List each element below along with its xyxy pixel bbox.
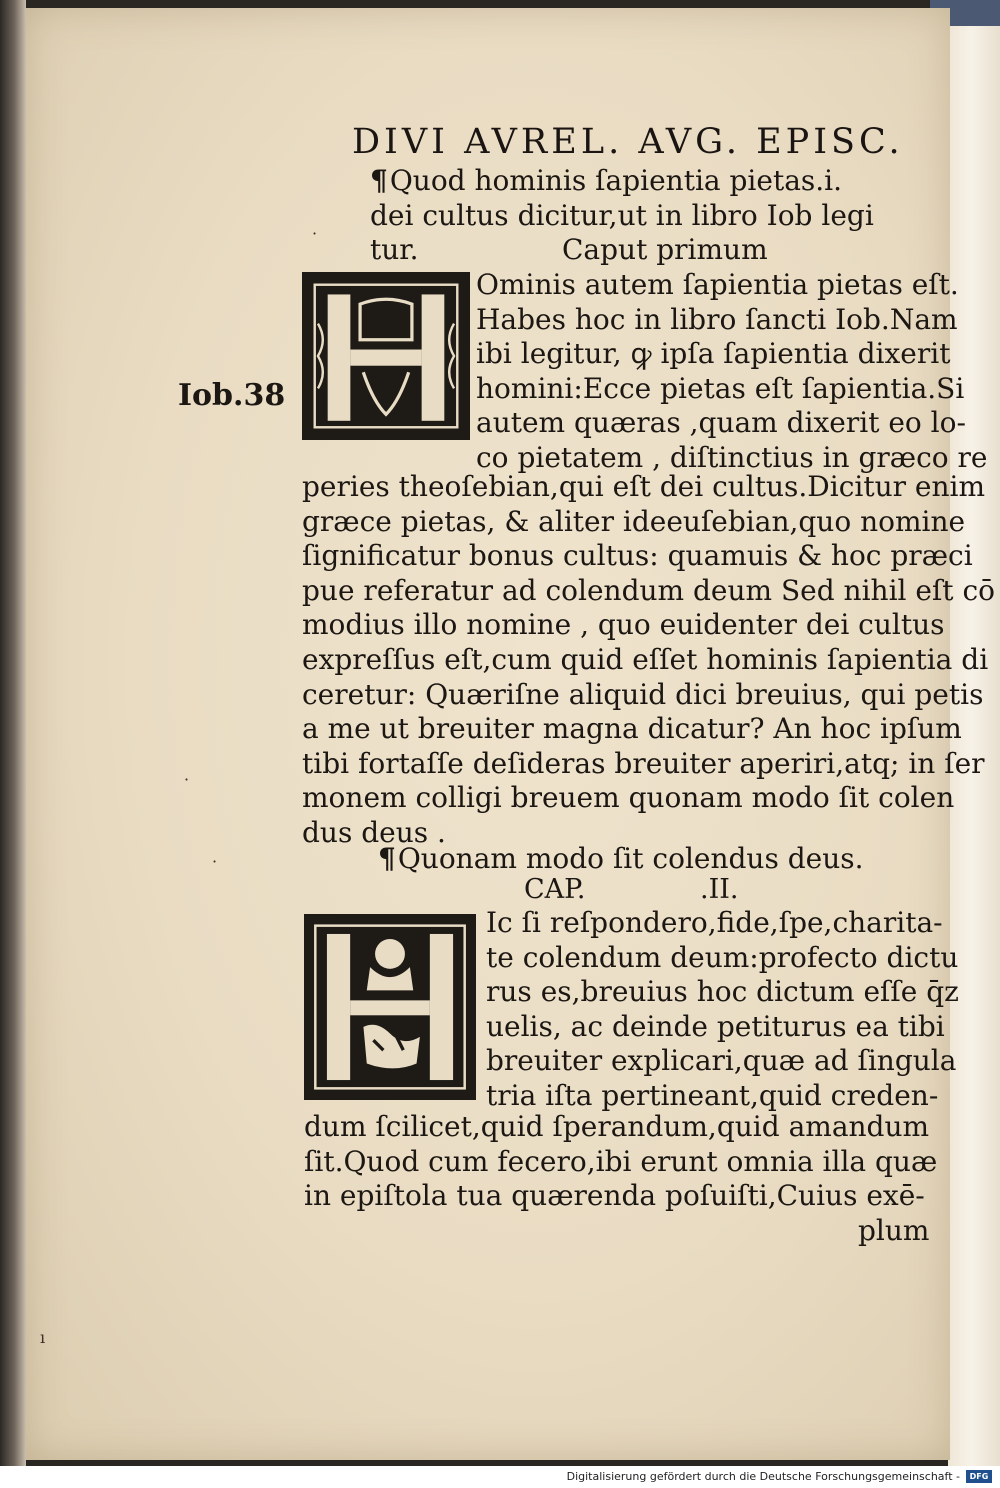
footer-credit: Digitalisierung gefördert durch die Deutsche Forschungsgemeinschaft - — [566, 1470, 960, 1483]
pilcrow-icon: ¶ — [378, 842, 396, 875]
text-line: in epiſtola tua quærenda poſuiſti,Cuius exē- — [304, 1179, 925, 1213]
chapter2-title-line: ¶Quonam modo ſit colendus deus. — [378, 842, 864, 875]
text-line: Ominis autem ſapientia pietas eſt. — [476, 268, 959, 301]
ink-mark: · — [212, 852, 218, 871]
text-line: homini:Ecce pietas eſt ſapientia.Si — [476, 371, 965, 405]
text-line: Habes hoc in libro ſancti Iob.Nam — [476, 302, 958, 336]
book-left-edge — [0, 0, 26, 1466]
ink-mark: · — [184, 770, 190, 789]
decorated-initial-h-icon — [302, 272, 470, 440]
text-line: autem quæras ,quam dixerit eo lo- — [476, 406, 966, 440]
chapter1-title-line: tur. — [370, 233, 419, 267]
marginal-note: Iob.38 — [178, 378, 286, 413]
chapter1-indented-text — [476, 268, 988, 476]
text-line: peries theoſebian,qui eſt dei cultus.Dicitur enim — [302, 470, 986, 503]
text-line: tibi fortaſſe deſideras breuiter aperiri,atq; in ſer — [302, 746, 985, 780]
text-line: expreſſus eſt,cum quid eſſet hominis ſapientia di — [302, 642, 989, 676]
text-line: dum ſcilicet,quid ſperandum,quid amandum — [304, 1110, 930, 1143]
chapter2-body-text — [304, 1110, 937, 1214]
text-line: ſit.Quod cum fecero,ibi erunt omnia illa quæ — [304, 1144, 938, 1178]
chapter2-cap-label: CAP. — [524, 874, 586, 905]
text-line: rus es,breuius hoc dictum eſſe q̄z — [486, 975, 959, 1009]
text-line: tria iſta pertineant,quid creden- — [486, 1078, 939, 1112]
text-line: ceretur: Quæriſne aliquid dici breuius, qui petis — [302, 677, 984, 711]
text-line: te colendum deum:profecto dictu — [486, 940, 959, 974]
text-line: pue referatur ad colendum deum Sed nihil eſt cō — [302, 573, 995, 607]
catchword: plum — [858, 1214, 930, 1247]
pilcrow-icon: ¶ — [370, 164, 388, 197]
running-title: DIVI AVREL. AVG. EPISC. — [352, 122, 904, 162]
ink-mark: ı — [40, 1328, 46, 1347]
chapter1-caput: Caput primum — [562, 233, 768, 266]
text-line: monem colligi breuem quonam modo ſit colen — [302, 781, 955, 815]
text-line: a me ut breuiter magna dicatur? An hoc ipſum — [302, 712, 962, 746]
text-line: græce pietas, & aliter ideeuſebian,quo nomine — [302, 504, 966, 538]
chapter2-indented-text — [486, 906, 959, 1114]
chapter1-title-line: ¶Quod hominis ſapientia pietas.i. — [370, 164, 843, 197]
text-line: Ic ſi reſpondero,fide,ſpe,charita- — [486, 906, 943, 939]
text-line: breuiter explicari,quæ ad ſingula — [486, 1044, 957, 1078]
text-line: modius illo nomine , quo euidenter dei cultus — [302, 608, 945, 642]
dfg-logo-icon: DFG — [966, 1470, 992, 1483]
digitization-footer — [0, 1466, 1000, 1488]
chapter2-title — [378, 842, 864, 877]
text-line: uelis, ac deinde petiturus ea tibi — [486, 1009, 945, 1043]
text-line: dus deus . — [302, 815, 446, 849]
text-line: ſignificatur bonus cultus: quamuis & hoc præci — [302, 539, 973, 573]
chapter2-cap-number: .II. — [700, 874, 739, 905]
decorated-initial-h-cherub-icon — [304, 914, 476, 1100]
chapter1-title-line: dei cultus dicitur,ut in libro Iob legi — [370, 198, 874, 232]
chapter1-body-text — [302, 470, 995, 851]
ink-mark: · — [312, 224, 318, 243]
text-line: co pietatem , diſtinctius in græco re — [476, 440, 988, 474]
text-line: ibi legitur, ꝙ ipſa ſapientia dixerit — [476, 337, 951, 371]
